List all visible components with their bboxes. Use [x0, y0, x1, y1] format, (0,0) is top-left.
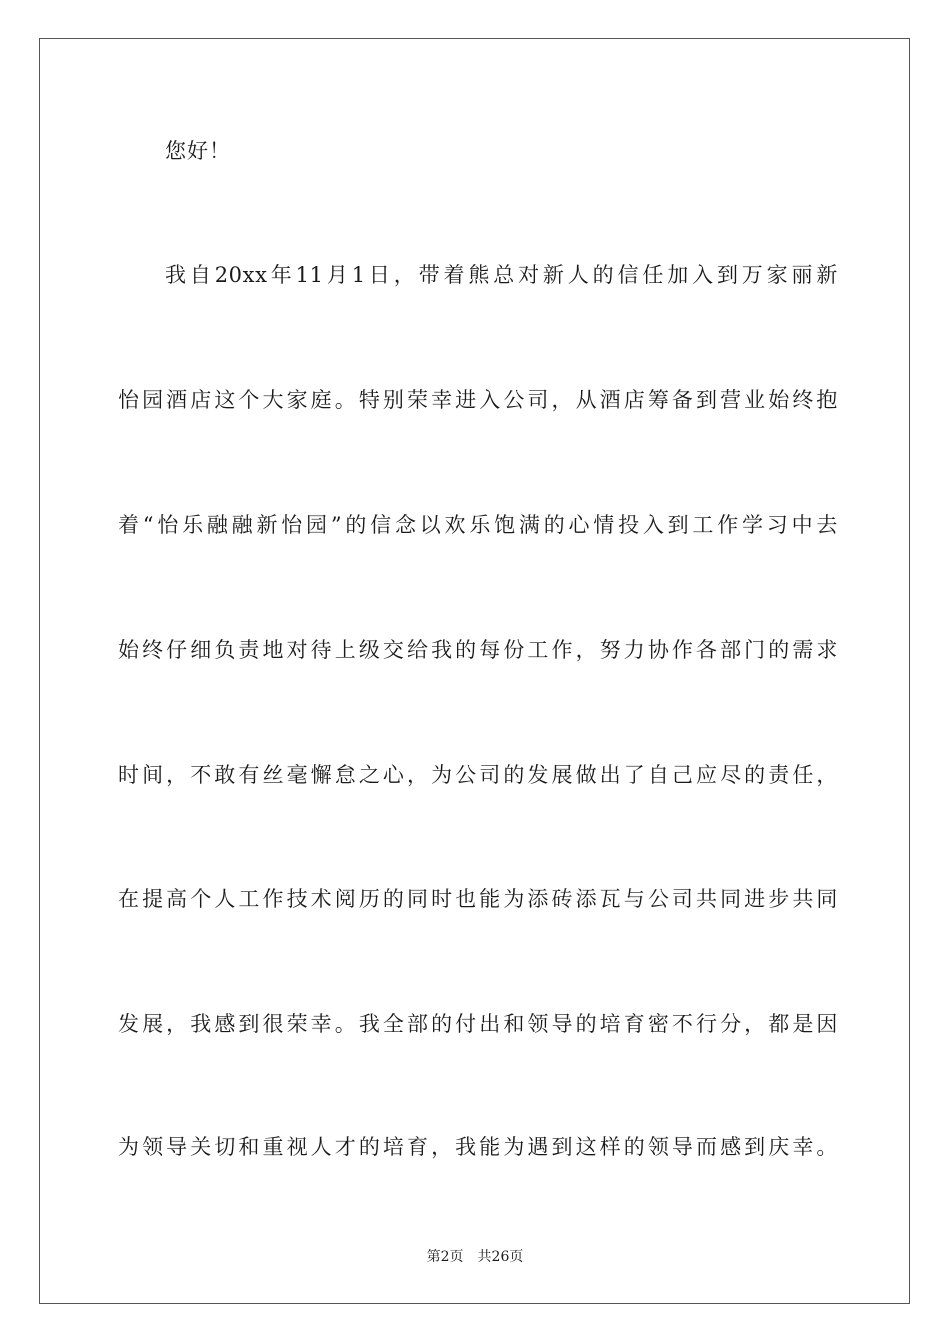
- paragraph-line-2: 怡园酒店这个大家庭。特别荣幸进入公司，从酒店筹备到营业始终抱: [118, 388, 838, 412]
- page-total: 共26页: [477, 1249, 524, 1265]
- page-number: 第2页: [426, 1249, 464, 1265]
- paragraph-line-1: 我自20xx年11月1日，带着熊总对新人的信任加入到万家丽新: [165, 263, 838, 287]
- paragraph-line-4: 始终仔细负责地对待上级交给我的每份工作，努力协作各部门的需求: [118, 638, 838, 662]
- paragraph-line-5: 时间，不敢有丝毫懈怠之心，为公司的发展做出了自己应尽的责任，: [118, 763, 838, 787]
- paragraph-line-7: 发展，我感到很荣幸。我全部的付出和领导的培育密不行分，都是因: [118, 1012, 838, 1036]
- page-footer: [0, 1248, 950, 1266]
- paragraph-line-3: 着“怡乐融融新怡园”的信念以欢乐饱满的心情投入到工作学习中去: [118, 513, 838, 537]
- page-border: [39, 38, 910, 1304]
- paragraph-line-8: 为领导关切和重视人才的培育，我能为遇到这样的领导而感到庆幸。: [118, 1135, 838, 1159]
- greeting: 您好！: [165, 139, 231, 163]
- paragraph-line-6: 在提高个人工作技术阅历的同时也能为添砖添瓦与公司共同进步共同: [118, 887, 838, 911]
